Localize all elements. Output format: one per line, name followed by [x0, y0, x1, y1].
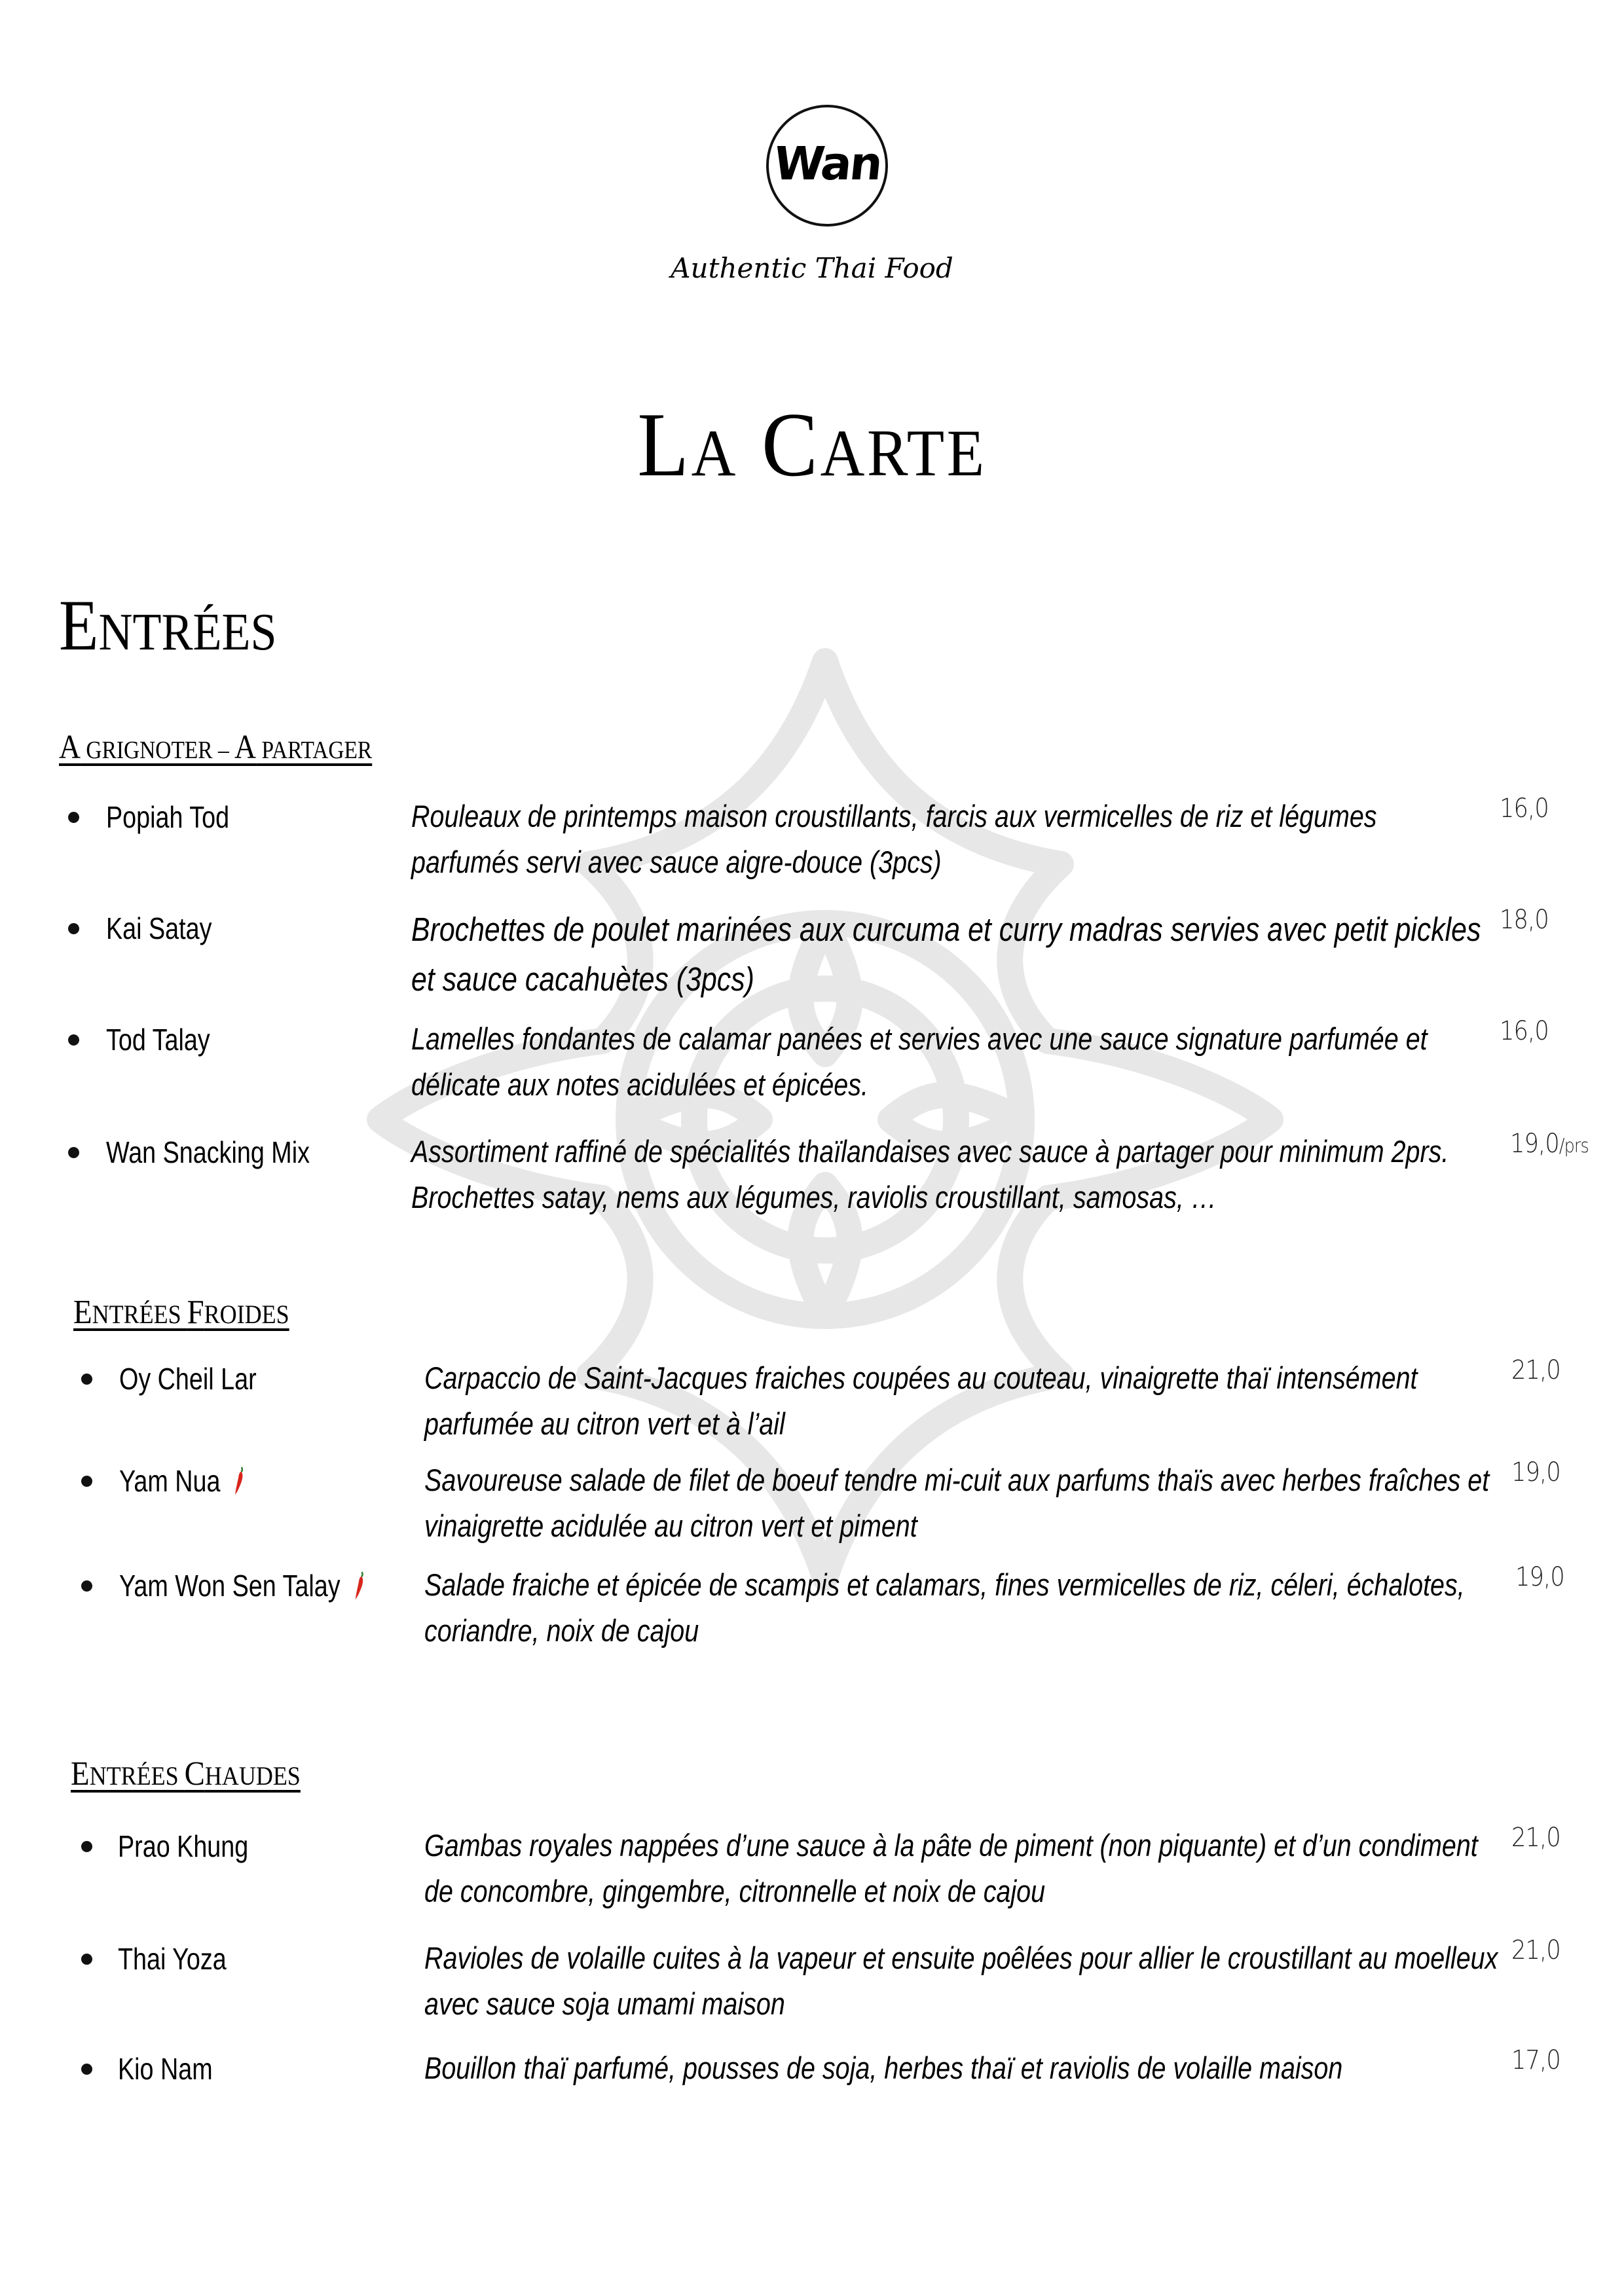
item-name: [119, 1566, 365, 1605]
group-title-rest: PARTAGER: [256, 737, 373, 764]
group-title-rest: HAUDES: [204, 1761, 301, 1791]
item-description-line: parfumés servi avec sauce aigre-douce (3pcs): [411, 845, 942, 879]
item-description-line: Carpaccio de Saint-Jacques fraiches coupées au couteau, vinaigrette thaï intensément: [424, 1360, 1418, 1395]
item-price: [1500, 793, 1549, 824]
group-title: [71, 1755, 301, 1793]
item-description: [411, 793, 1377, 885]
item-price: [1500, 1016, 1549, 1046]
bullet-icon: [81, 1374, 92, 1385]
logo: [766, 105, 888, 227]
item-description-line: Salade fraiche et épicée de scampis et calamars, fines vermicelles de riz, céleri, échalotes,: [424, 1567, 1465, 1602]
item-name-text: Prao Khung: [118, 1829, 249, 1863]
item-description: [424, 1457, 1489, 1549]
item-name: [118, 2049, 213, 2088]
title-initial: L: [637, 394, 692, 496]
item-name-text: Thai Yoza: [118, 1942, 227, 1976]
item-price-value: 16,0: [1500, 1016, 1549, 1046]
logo-text: Wan: [771, 137, 883, 191]
item-description-line: Bouillon thaï parfumé, pousses de soja, herbes thaï et raviolis de volaille maison: [424, 2050, 1343, 2085]
item-name-text: Oy Cheil Lar: [119, 1362, 257, 1396]
group-title-rest: GRIGNOTER –: [81, 737, 235, 764]
item-description: [424, 1562, 1465, 1654]
item-name-text: Tod Talay: [106, 1023, 210, 1057]
bullet-icon: [81, 1841, 92, 1852]
item-description-line: avec sauce soja umami maison: [424, 1986, 785, 2021]
bullet-icon: [68, 1034, 79, 1046]
item-name: [106, 1133, 310, 1172]
item-name: [119, 1359, 257, 1398]
item-price-value: 19,0: [1510, 1129, 1559, 1159]
item-description: [424, 1935, 1498, 2027]
item-description-line: Brochettes satay, nems aux légumes, raviolis croustillant, samosas, …: [411, 1180, 1217, 1214]
section-title-rest: NTRÉES: [98, 604, 277, 661]
item-name-text: Popiah Tod: [106, 800, 230, 834]
item-name: [119, 1461, 245, 1501]
item-name-text: Kio Nam: [118, 2052, 213, 2086]
item-description-line: délicate aux notes acidulées et épicées.: [411, 1067, 868, 1102]
item-price: [1511, 1935, 1560, 1965]
item-price: [1511, 1823, 1560, 1853]
bullet-icon: [81, 1954, 92, 1965]
group-title-rest: ROIDES: [204, 1300, 289, 1329]
item-description-line: Ravioles de volaille cuites à la vapeur et ensuite poêlées pour allier le croustillant au moelleux: [424, 1941, 1498, 1975]
page-title: [65, 394, 1559, 500]
group-title-initial: A: [234, 729, 257, 766]
tagline: Authentic Thai Food: [671, 252, 953, 284]
item-price: [1515, 1562, 1564, 1592]
item-name-text: Kai Satay: [106, 911, 212, 945]
thai-ornament-watermark: [367, 648, 1283, 1591]
item-description-line: et sauce cacahuètes (3pcs): [411, 960, 754, 998]
group-title-rest: NTRÉES: [89, 1761, 185, 1791]
chili-pepper-icon: [234, 1466, 245, 1496]
section-title: [59, 585, 277, 668]
item-price-value: 17,0: [1511, 2045, 1560, 2075]
bullet-icon: [68, 812, 79, 823]
item-description-line: de concombre, gingembre, citronnelle et noix de cajou: [424, 1874, 1046, 1908]
bullet-icon: [81, 2064, 92, 2075]
item-description: [424, 1355, 1418, 1447]
group-title-initial: F: [187, 1294, 204, 1331]
item-price-unit: /prs: [1559, 1135, 1589, 1157]
item-description: [411, 1016, 1428, 1108]
item-description: [424, 1823, 1478, 1914]
item-price-value: 19,0: [1511, 1457, 1560, 1487]
item-name: [106, 1020, 210, 1059]
item-description-line: Rouleaux de printemps maison croustillants, farcis aux vermicelles de riz et légumes: [411, 799, 1377, 833]
title-rest: A: [691, 416, 739, 490]
item-price-value: 21,0: [1511, 1355, 1560, 1385]
bullet-icon: [81, 1580, 92, 1592]
item-description-line: Brochettes de poulet marinées aux curcuma et curry madras servies avec petit pickles: [411, 911, 1481, 948]
group-title-initial: E: [71, 1755, 90, 1793]
group-title: [73, 1293, 289, 1332]
bullet-icon: [68, 1147, 79, 1158]
bullet-icon: [81, 1476, 92, 1487]
item-name-text: Yam Nua: [119, 1464, 221, 1498]
item-name-text: Wan Snacking Mix: [106, 1135, 310, 1169]
group-title-rest: NTRÉES: [92, 1300, 187, 1329]
item-price: [1510, 1129, 1589, 1159]
item-price-value: 16,0: [1500, 793, 1549, 824]
item-description-line: Gambas royales nappées d’une sauce à la pâte de piment (non piquante) et d’un condiment: [424, 1828, 1478, 1863]
group-title-initial: C: [184, 1755, 205, 1793]
item-name: [106, 909, 212, 948]
title-initial: C: [762, 394, 821, 496]
item-description: [411, 905, 1481, 1004]
title-rest: ARTE: [820, 416, 987, 490]
item-name-text: Yam Won Sen Talay: [119, 1569, 341, 1603]
item-description-line: Assortiment raffiné de spécialités thaïlandaises avec sauce à partager pour minimum 2prs.: [411, 1134, 1449, 1169]
item-price: [1500, 905, 1549, 935]
item-name: [106, 797, 229, 837]
group-title-initial: E: [73, 1294, 92, 1331]
group-title: [59, 728, 372, 767]
item-price: [1511, 1355, 1560, 1385]
item-price: [1511, 1457, 1560, 1487]
item-description-line: Savoureuse salade de filet de boeuf tendre mi-cuit aux parfums thaïs avec herbes fraîches et: [424, 1463, 1490, 1497]
item-description: [411, 1129, 1449, 1220]
item-price-value: 21,0: [1511, 1823, 1560, 1853]
item-price-value: 18,0: [1500, 905, 1549, 935]
item-price-value: 19,0: [1515, 1562, 1564, 1592]
bullet-icon: [68, 923, 79, 934]
item-description-line: coriandre, noix de cajou: [424, 1613, 699, 1648]
group-title-initial: A: [59, 729, 81, 766]
item-description-line: parfumée au citron vert et à l’ail: [424, 1406, 785, 1441]
item-name: [118, 1827, 248, 1866]
item-description-line: vinaigrette acidulée au citron vert et piment: [424, 1508, 917, 1543]
item-name: [118, 1939, 227, 1978]
item-price-value: 21,0: [1511, 1935, 1560, 1965]
chili-pepper-icon: [354, 1571, 365, 1601]
item-price: [1511, 2045, 1560, 2075]
item-description: [424, 2045, 1342, 2091]
item-description-line: Lamelles fondantes de calamar panées et servies avec une sauce signature parfumée et: [411, 1021, 1428, 1056]
section-title-initial: E: [59, 585, 99, 665]
